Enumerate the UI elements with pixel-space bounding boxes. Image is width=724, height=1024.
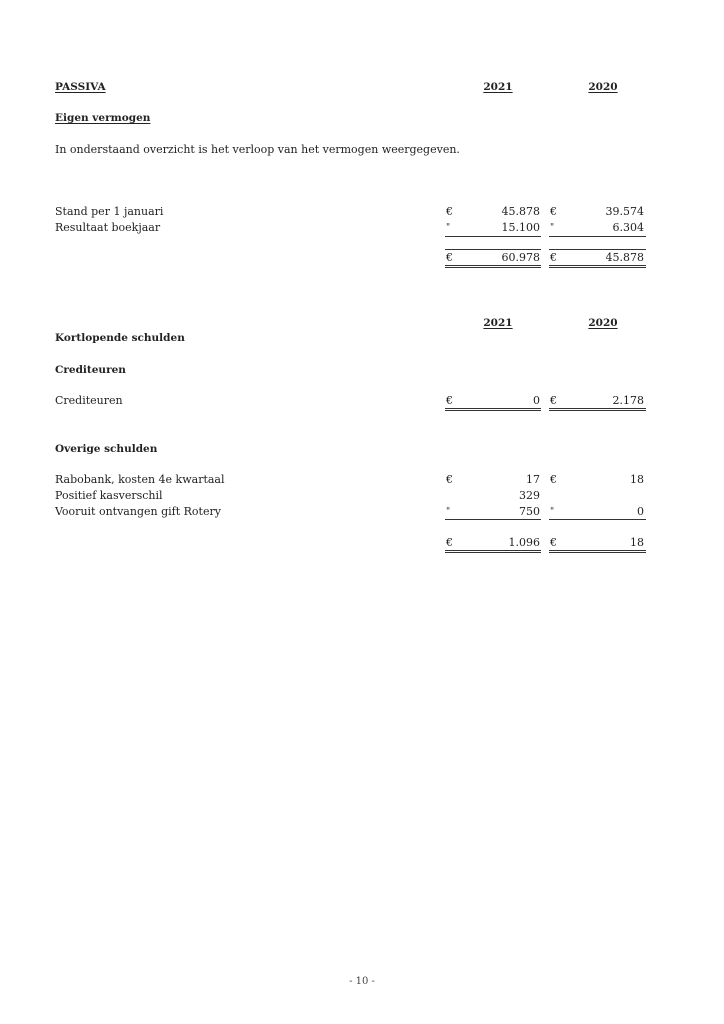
currency-symbol: € bbox=[446, 473, 453, 486]
currency-symbol: € bbox=[550, 205, 557, 218]
value-2020: 0 bbox=[637, 505, 644, 518]
value-2020: 39.574 bbox=[605, 205, 644, 218]
total-2020: 18 bbox=[630, 536, 644, 549]
total-double-rule bbox=[445, 408, 541, 411]
total-top-rule bbox=[445, 249, 541, 250]
section-heading-kortlopende-schulden: Kortlopende schulden bbox=[55, 332, 185, 344]
value-2020: 18 bbox=[630, 473, 644, 486]
currency-symbol: € bbox=[446, 205, 453, 218]
subsection-heading-overige-schulden: Overige schulden bbox=[55, 443, 158, 455]
ditto-mark: " bbox=[446, 223, 451, 233]
total-double-rule bbox=[549, 408, 646, 411]
currency-symbol: € bbox=[446, 251, 453, 264]
section-heading-eigen-vermogen: Eigen vermogen bbox=[55, 112, 151, 124]
value-2021: 45.878 bbox=[501, 205, 540, 218]
currency-symbol: € bbox=[550, 251, 557, 264]
subtotal-rule bbox=[445, 236, 541, 237]
value-2021: 329 bbox=[519, 489, 540, 502]
ditto-mark: " bbox=[446, 507, 451, 517]
total-double-rule bbox=[549, 550, 646, 553]
currency-symbol: € bbox=[550, 473, 557, 486]
row-label: Vooruit ontvangen gift Rotery bbox=[55, 505, 221, 518]
total-double-rule bbox=[445, 550, 541, 553]
total-double-rule bbox=[445, 265, 541, 268]
intro-text: In onderstaand overzicht is het verloop van het vermogen weergegeven. bbox=[55, 143, 460, 156]
total-top-rule bbox=[549, 249, 646, 250]
currency-symbol: € bbox=[446, 394, 453, 407]
value-2021: 15.100 bbox=[501, 221, 540, 234]
subtotal-rule bbox=[549, 236, 646, 237]
total-2020: 45.878 bbox=[605, 251, 644, 264]
currency-symbol: € bbox=[446, 536, 453, 549]
subsection-heading-crediteuren: Crediteuren bbox=[55, 364, 126, 376]
currency-symbol: € bbox=[550, 394, 557, 407]
ditto-mark: " bbox=[550, 507, 555, 517]
page-title: PASSIVA bbox=[55, 81, 106, 93]
year-header-2021: 2021 bbox=[483, 81, 513, 93]
ditto-mark: " bbox=[550, 223, 555, 233]
value-2021: 17 bbox=[526, 473, 540, 486]
row-label: Rabobank, kosten 4e kwartaal bbox=[55, 473, 225, 486]
row-label: Positief kasverschil bbox=[55, 489, 163, 502]
year-header-2020: 2020 bbox=[588, 81, 618, 93]
currency-symbol: € bbox=[550, 536, 557, 549]
value-2020: 6.304 bbox=[612, 221, 644, 234]
total-2021: 1.096 bbox=[508, 536, 540, 549]
value-2021: 0 bbox=[533, 394, 540, 407]
row-label: Resultaat boekjaar bbox=[55, 221, 161, 234]
year-header-2020: 2020 bbox=[588, 317, 618, 329]
value-2021: 750 bbox=[519, 505, 540, 518]
total-double-rule bbox=[549, 265, 646, 268]
total-2021: 60.978 bbox=[501, 251, 540, 264]
year-header-2021: 2021 bbox=[483, 317, 513, 329]
page-number: - 10 - bbox=[349, 976, 375, 987]
row-label: Stand per 1 januari bbox=[55, 205, 164, 218]
subtotal-rule bbox=[445, 519, 541, 520]
subtotal-rule bbox=[549, 519, 646, 520]
value-2020: 2.178 bbox=[612, 394, 644, 407]
row-label: Crediteuren bbox=[55, 394, 123, 407]
